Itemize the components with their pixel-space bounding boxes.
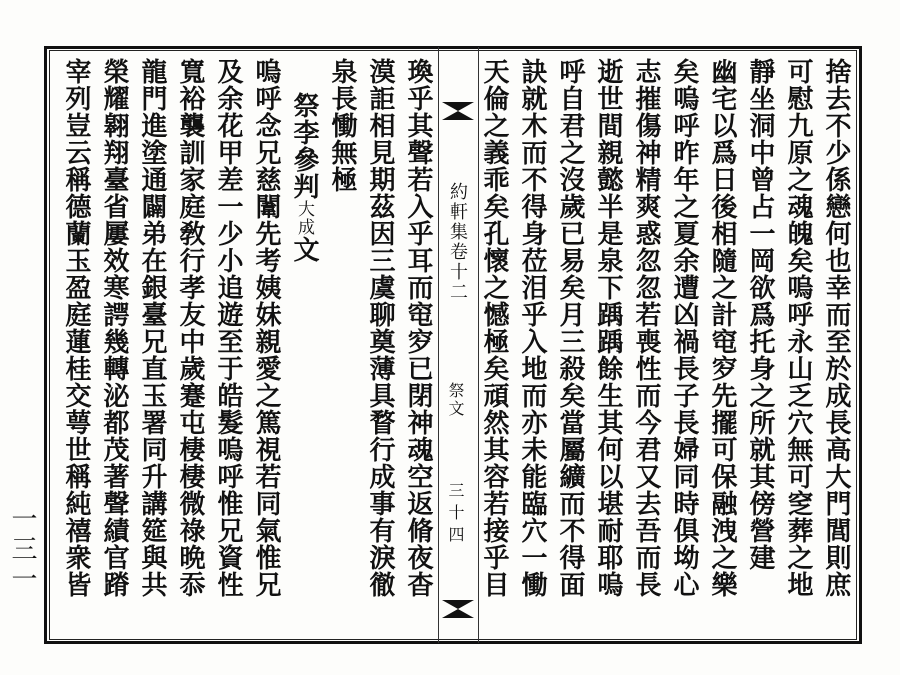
center-fold: [438, 52, 478, 640]
text-column: 寬裕襲訓家庭敎行孝友中歲蹇屯棲棲微祿晩忝: [175, 58, 205, 598]
text-column: 嗚呼念兄慈闈先考姨妹親愛之篤視若同氣惟兄: [251, 58, 281, 598]
folio-number: 三十四: [446, 482, 465, 548]
heading-small-note: 大成: [294, 200, 314, 236]
section-label: 祭文: [446, 382, 465, 418]
text-column: 龍門進塗通闢弟在銀臺兄直玉署同升講筵與共: [137, 58, 167, 598]
text-column: 宰列豈云稱德蘭玉盈庭蓮桂交萼世稱純禧衆皆: [61, 58, 91, 598]
text-column: 訣就木而不得身莅泪乎入地而亦未能臨穴一慟: [517, 58, 547, 598]
text-column: 可慰九原之魂魄矣嗚呼永山乏穴無可窆葬之地: [783, 58, 813, 598]
fold-rule-left: [478, 47, 479, 643]
text-column: 瑍乎其聲若入乎耳而窀穸已閉神魂空返脩夜杳: [403, 58, 433, 598]
heading-column: [284, 92, 324, 263]
text-column: 漠詎相見期茲因三虞聊奠薄具瞀行成事有淚徹: [365, 58, 395, 598]
page-margin-number: 一三一: [7, 505, 37, 595]
text-column: 矣嗚呼昨年之夏余遭凶禍長子長婦同時俱坳心: [669, 58, 699, 598]
fish-tail-ornament-icon: [442, 600, 474, 618]
text-column: 天倫之義乖矣孔懷之憾極矣頑然其容若接乎目: [479, 58, 509, 598]
text-column: 靜坐洞中曾占一岡欲爲托身之所就其傍營建: [745, 58, 775, 571]
fish-tail-ornament-icon: [442, 102, 474, 120]
text-column: 志摧傷神精爽惑忽忽若喪性而今君又去吾而長: [631, 58, 661, 598]
heading-suffix: 文: [289, 236, 319, 263]
essay-heading: 祭李參判: [289, 92, 319, 200]
text-column: 幽宅以爲日後相隨之計窀穸先擺可保融洩之樂: [707, 58, 737, 598]
text-column: 泉長慟無極: [327, 58, 357, 193]
text-column: 逝世間親懿半是泉下踽踽餘生其何以堪耐耶嗚: [593, 58, 623, 598]
text-column: 捨去不少係戀何也幸而至於成長高大門閭則庶: [821, 58, 851, 598]
text-column: 呼自君之沒歲已易矣月三殺矣當屬纊而不得面: [555, 58, 585, 598]
text-column: 及余花甲差一少小追遊至于皓髮嗚呼惟兄資性: [213, 58, 243, 598]
text-column: 榮耀翱翔臺省屢效寒諤幾轉泌都茂著聲績官蹐: [99, 58, 129, 598]
book-title: 約軒集卷十二: [447, 182, 468, 302]
